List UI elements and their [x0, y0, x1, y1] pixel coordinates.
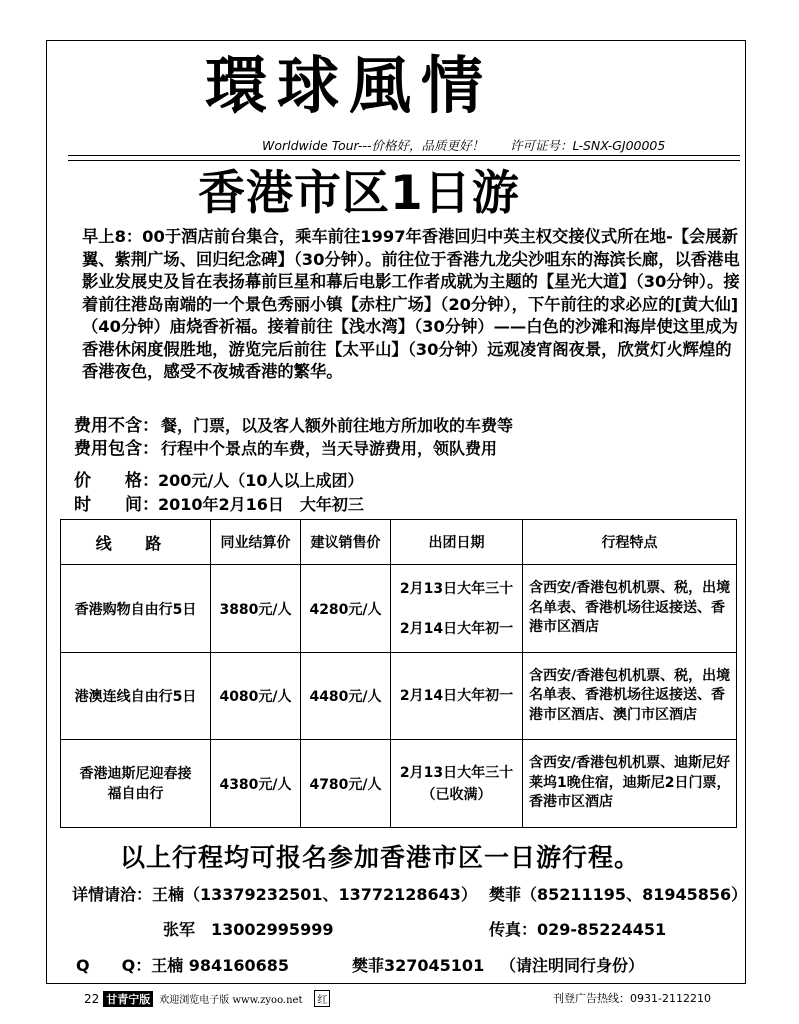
- fees-included-label: 费用包含：: [74, 439, 159, 459]
- trade-price: 4080元/人: [211, 653, 301, 740]
- qq-label: Q Q：: [76, 956, 152, 975]
- header-retail-price: 建议销售价: [301, 520, 391, 565]
- fees-excluded-value: 餐，门票，以及客人额外前往地方所加收的车费等: [161, 416, 514, 435]
- license-number: 许可证号：L-SNX-GJ00005: [509, 138, 666, 153]
- contact-line-1: [72, 882, 477, 905]
- departure-date: 2月14日大年初一: [399, 688, 514, 704]
- routes-table: [60, 519, 737, 828]
- brand-logo: 環球風情: [205, 49, 494, 122]
- departure-date: 2月13日大年三十: [399, 580, 514, 597]
- price-value: 200元/人（10人以上成团）: [158, 471, 364, 490]
- price-line: [74, 466, 364, 491]
- departure-status: （已收满）: [421, 786, 492, 803]
- registration-note: 以上行程均可报名参加香港市区一日游行程。: [120, 843, 641, 872]
- table-header-row: [61, 520, 737, 565]
- page-title: 香港市区1日游: [198, 166, 520, 221]
- tagline-text: Worldwide Tour---价格好，品质更好！: [262, 138, 484, 153]
- trade-price: 4380元/人: [211, 740, 301, 828]
- fees-excluded: [74, 411, 513, 436]
- departure-date: 2月14日大年初一: [399, 620, 514, 637]
- time-line: [74, 490, 364, 515]
- header-features: 行程特点: [523, 520, 737, 565]
- fees-excluded-label: 费用不含：: [74, 416, 159, 436]
- qq-note: （请注明同行身份）: [500, 956, 645, 975]
- qq-line: [76, 953, 289, 976]
- route-name: 香港迪斯尼迎春接福自由行: [61, 740, 211, 828]
- color-tag: 红: [314, 990, 330, 1007]
- page-footer: [84, 990, 330, 1007]
- website-link[interactable]: 欢迎浏览电子版 www.zyoo.net: [159, 995, 303, 1006]
- route-features: 含西安/香港包机机票、税，出境名单表、香港机场往返接送、香港市区酒店、澳门市区酒店: [523, 653, 737, 740]
- time-label: 时 间：: [74, 495, 159, 515]
- edition-badge: 甘青宁版: [103, 991, 153, 1007]
- route-features: 含西安/香港包机机票、税，出境名单表、香港机场往返接送、香港市区酒店: [523, 565, 737, 653]
- qq-wangnan: 王楠 984160685: [151, 956, 289, 975]
- header-route: 线 路: [61, 520, 211, 565]
- table-row: [61, 653, 737, 740]
- contact-fanfei: 樊菲（85211195、81945856）: [489, 885, 748, 904]
- inquiry-label: 详情请洽：: [72, 885, 153, 904]
- fees-included: [74, 434, 497, 459]
- itinerary-text: 早上8：00于酒店前台集合，乘车前往1997年香港回归中英主权交接仪式所在地-【会展新翼、紫荆广场、回归纪念碑】（30分钟）。前往位于香港九龙尖沙咀东的海滨长廊，以香港电影业发展史及旨在表扬幕前巨星和幕后电影工作者成就为主题的【星光大道】（30分钟）。接着前往港岛南端的一个景色秀丽小镇【赤柱广场】（20分钟），下午前往的求必应的[黄大仙]（40分钟）庙烧香祈福。接着前往【浅水湾】（30分钟）——白色的沙滩和海岸使这里成为香港休闲度假胜地，游览完后前往【太平山】（30分钟）远观凌宵阁夜景，欣赏灯火辉煌的香港夜色，感受不夜城香港的繁华。: [82, 227, 740, 381]
- fax-number: 传真：029-85224451: [489, 920, 667, 939]
- table-row: [61, 740, 737, 828]
- price-label: 价 格：: [74, 471, 159, 491]
- departure-dates: [391, 565, 523, 653]
- route-features: 含西安/香港包机机票、迪斯尼好莱坞1晚住宿，迪斯尼2日门票，香港市区酒店: [523, 740, 737, 828]
- retail-price: 4280元/人: [301, 565, 391, 653]
- contact-wangnan: 王楠（13379232501、13772128643）: [152, 885, 477, 904]
- time-value: 2010年2月16日 大年初三: [158, 495, 364, 514]
- table-row: [61, 565, 737, 653]
- qq-fanfei: 樊菲327045101: [352, 956, 485, 975]
- retail-price: 4780元/人: [301, 740, 391, 828]
- page-number: 22: [84, 991, 100, 1006]
- fees-included-value: 行程中个景点的车费，当天导游费用，领队费用: [161, 439, 498, 458]
- contact-zhangjun: 张军 13002995999: [163, 920, 334, 939]
- departure-dates: [391, 740, 523, 828]
- trade-price: 3880元/人: [211, 565, 301, 653]
- header-dates: 出团日期: [391, 520, 523, 565]
- ad-hotline: 刊登广告热线：0931-2112210: [553, 992, 711, 1005]
- retail-price: 4480元/人: [301, 653, 391, 740]
- divider: [68, 160, 740, 161]
- header-trade-price: 同业结算价: [211, 520, 301, 565]
- route-name: 香港购物自由行5日: [61, 565, 211, 653]
- departure-dates: [391, 653, 523, 740]
- divider: [68, 155, 740, 156]
- tagline: [262, 136, 665, 154]
- departure-date: 2月13日大年三十: [399, 764, 514, 781]
- route-name: 港澳连线自由行5日: [61, 653, 211, 740]
